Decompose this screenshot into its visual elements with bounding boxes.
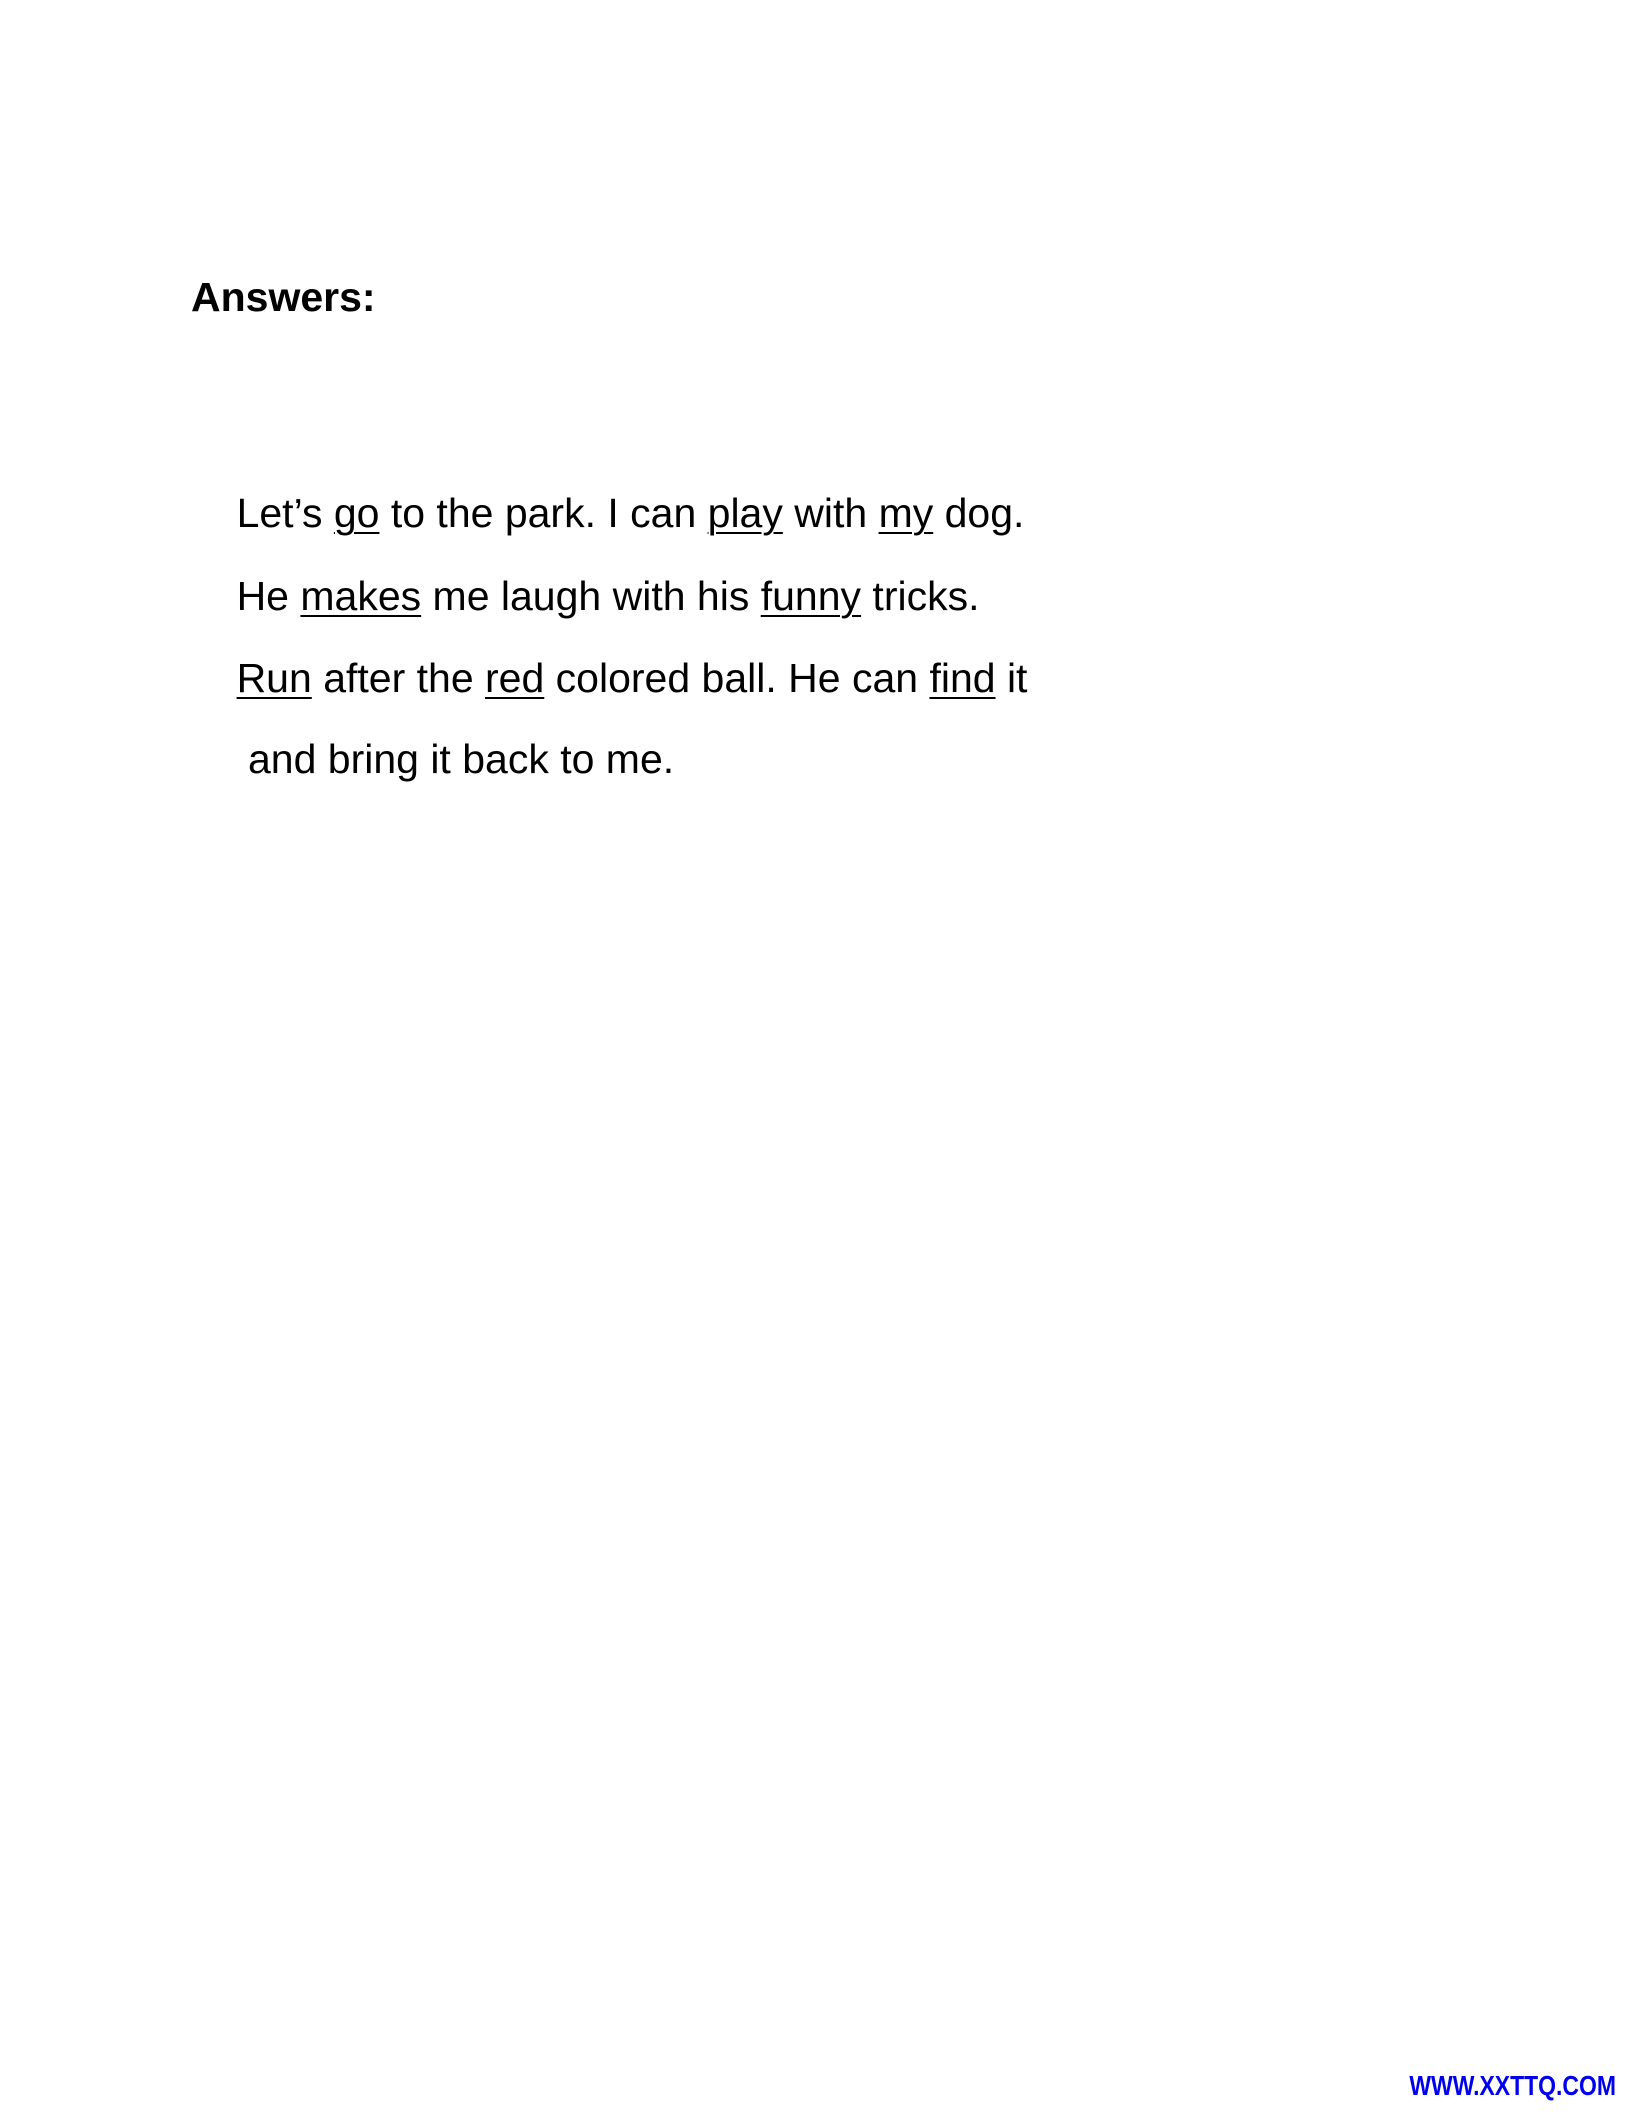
answer-word: find [929,655,996,701]
answer-word: funny [760,573,862,619]
answer-text-segment: He [236,573,301,619]
answer-text-segment: after the [311,655,486,701]
answer-word: my [878,490,934,536]
answer-word: red [485,655,545,701]
answer-text-segment: tricks. [861,573,980,619]
answer-word: Run [236,655,312,701]
answer-text-segment: colored ball. He can [544,655,930,701]
site-watermark: WWW.XXTTQ.COM [1409,2070,1616,2101]
answer-text-segment: and bring it back to me. [236,736,675,782]
answers-heading: Answers: [191,274,376,320]
answer-text-segment: with [782,490,879,536]
answer-word: go [333,490,380,536]
answer-word: play [707,490,783,536]
answer-line-4 [191,684,674,834]
answer-text-segment: it [995,655,1028,701]
answer-text-segment: me laugh with his [421,573,761,619]
answer-text-segment: to the park. I can [379,490,708,536]
answer-word: makes [300,573,422,619]
answer-text-segment: dog. [933,490,1025,536]
answer-text-segment: Let’s [236,490,334,536]
